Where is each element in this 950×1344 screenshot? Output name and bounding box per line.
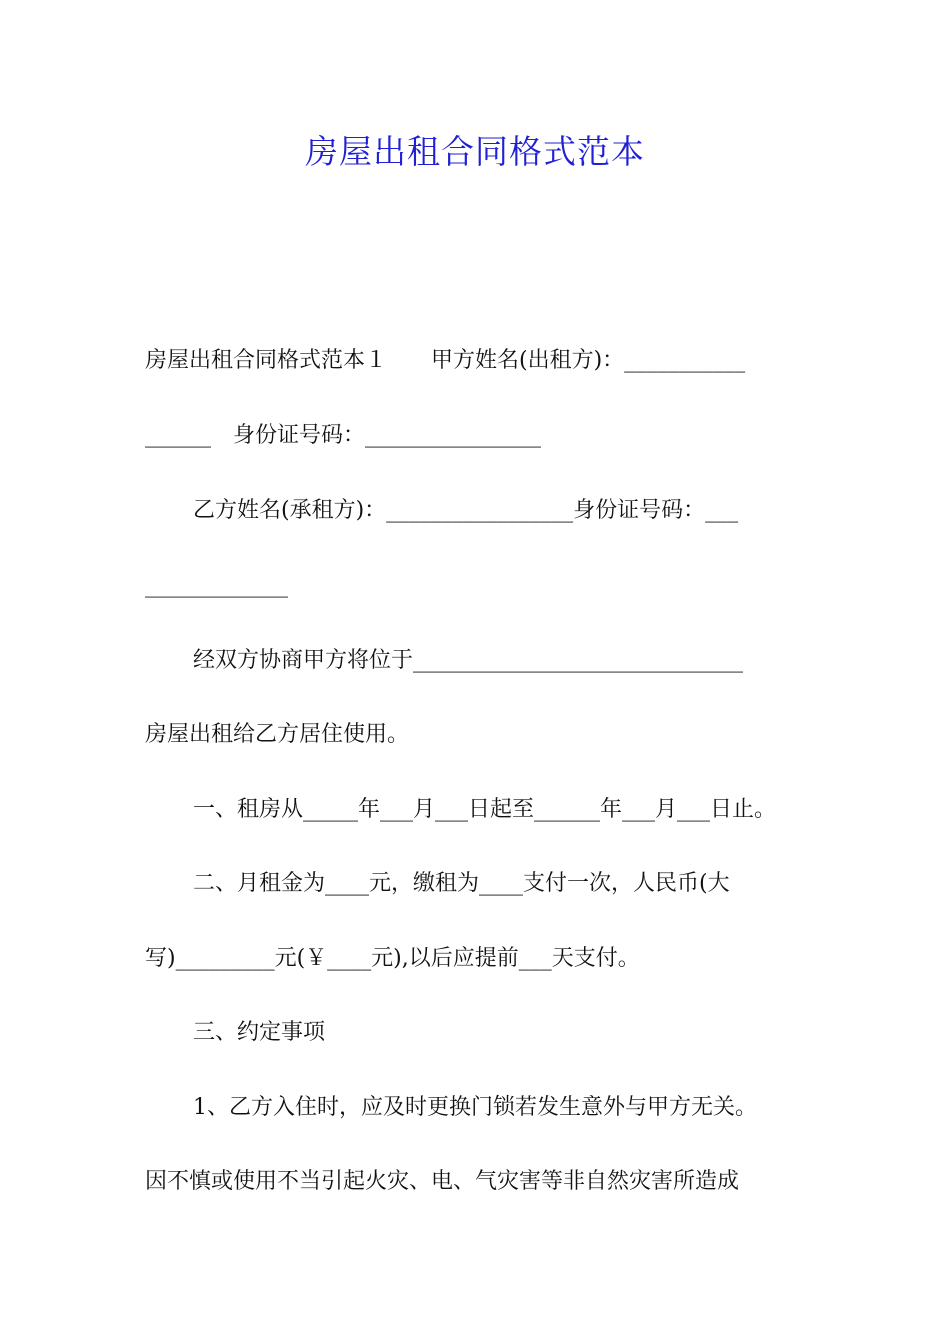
paragraph-line: 二、月租金为____元，缴租为____支付一次，人民币(大 [193, 871, 730, 896]
paragraph-line: 因不慎或使用不当引起火灾、电、气灾害等非自然灾害所造成 [145, 1169, 740, 1194]
paragraph-line: 房屋出租合同格式范本１ 甲方姓名(出租方)：___________ [145, 348, 746, 373]
paragraph-line: ______ 身份证号码：________________ [145, 423, 542, 448]
paragraph-line: _____________ [145, 573, 288, 598]
paragraph-line: 1、乙方入住时，应及时更换门锁若发生意外与甲方无关。 [193, 1095, 757, 1120]
paragraph-line: 房屋出租给乙方居住使用。 [145, 722, 410, 747]
paragraph-line: 乙方姓名(承租方)：_________________身份证号码：___ [193, 498, 739, 523]
paragraph-line: 写)_________元(￥____元),以后应提前___天支付。 [145, 946, 640, 971]
section-heading: 三、约定事项 [193, 1020, 326, 1045]
document-title: 房屋出租合同格式范本 [305, 132, 645, 171]
paragraph-line: 经双方协商甲方将位于______________________________ [193, 648, 744, 673]
paragraph-line: 一、租房从_____年___月___日起至______年___月___日止。 [193, 797, 777, 822]
